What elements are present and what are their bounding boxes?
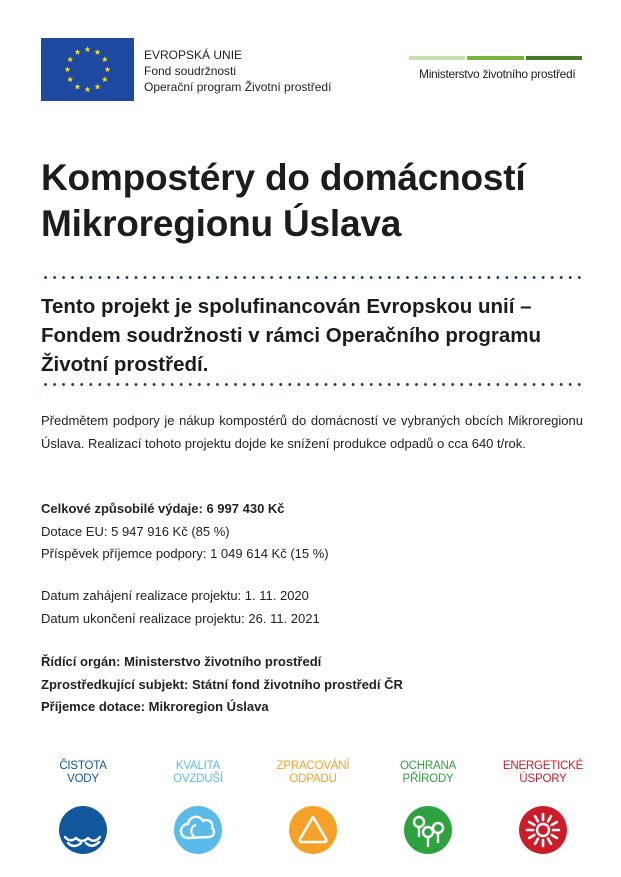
priority-label-line: ZPRACOVÁNÍ [276,760,350,772]
priority-label-line: VODY [67,773,99,785]
recipient-contribution-label: Příspěvek příjemce podpory: [41,546,207,561]
priority-label-line: KVALITA [175,760,221,772]
ministry-bar-dark [526,56,582,60]
priority-label-line: ÚSPORY [519,773,567,785]
sun-icon [519,806,567,854]
financing-section [41,498,329,566]
title-line: Kompostéry do domácností [41,157,526,198]
eu-flag-logo [41,38,134,101]
total-costs [41,498,329,521]
managing-authority [41,651,403,674]
priority-energy-savings [488,760,598,854]
project-description: Předmětem podpory je nákup kompostérů do domácností ve vybraných obcích Mikroregionu Úslava. Realizací tohoto projektu dojde ke snížení produkce odpadů o cca 640 t/rok. [41,413,583,451]
dotted-divider [41,276,586,279]
subsidy-recipient [41,696,403,719]
title-line: Mikroregionu Úslava [41,203,402,244]
eu-subsidy-label: Dotace EU: [41,523,108,539]
ministry-logo-bars [409,56,582,60]
eu-subsidy [41,521,329,544]
recipient-contribution [41,543,329,566]
dates-section [41,585,320,630]
total-costs-label: Celkové způsobilé výdaje: [41,501,203,516]
page-title [41,155,525,247]
intermediate-body-label: Zprostředkující subjekt: [41,676,189,692]
managing-authority-label: Řídící orgán: [41,654,121,669]
priority-label-line: ČISTOTA [59,760,107,772]
priority-label-line: PŘÍRODY [402,773,454,785]
end-date [41,608,320,631]
priority-air-quality [143,760,253,854]
priority-nature-protection [373,760,483,854]
organization-section [41,651,403,719]
intermediate-body-value: Státní fond životního prostředí ČR [192,676,403,692]
total-costs-value: 6 997 430 Kč [206,501,285,516]
eu-logo-line: EVROPSKÁ UNIE [144,48,243,62]
priority-label [28,760,138,788]
start-date [41,585,320,608]
priority-label-line: OCHRANA [399,760,457,772]
eu-logo-text [144,47,331,95]
end-date-label: Datum ukončení realizace projektu: [41,610,245,626]
ministry-bar-light [409,56,465,60]
eu-logo-line: Operační program Životní prostředí [144,80,332,94]
priority-label-line: ODPADU [289,773,337,785]
priority-icons-row [28,760,598,860]
start-date-label: Datum zahájení realizace projektu: [41,588,242,603]
cloud-icon [174,806,222,854]
subtitle-line: Fondem soudržnosti v rámci Operačního programu [41,324,542,347]
subsidy-recipient-label: Příjemce dotace: [41,699,146,714]
subtitle-line: Životní prostředí. [41,353,209,376]
cofinancing-statement [41,292,591,379]
ministry-logo-text: Ministerstvo životního prostředí [419,67,576,81]
intermediate-body [41,674,403,697]
managing-authority-value: Ministerstvo životního prostředí [124,654,322,669]
eu-stars-icon [41,38,134,101]
subsidy-recipient-value: Mikroregion Úslava [148,699,269,714]
priority-label [373,760,483,788]
recipient-contribution-value: 1 049 614 Kč (15 %) [210,546,329,561]
priority-label-line: OVZDUŠÍ [173,773,223,785]
trees-icon [404,806,452,854]
priority-label [143,760,253,788]
subtitle-line: Tento projekt je spolufinancován Evropskou unií – [41,295,532,318]
end-date-value: 26. 11. 2021 [248,610,320,626]
priority-label [258,760,368,788]
priority-water-quality [28,760,138,854]
priority-label-line: ENERGETICKÉ [502,760,584,772]
dotted-divider [41,383,586,386]
eu-subsidy-value: 5 947 916 Kč (85 %) [111,523,230,539]
priority-waste-processing [258,760,368,854]
ministry-bar-mid [467,56,523,60]
water-waves-icon [59,806,107,854]
priority-label [488,760,598,788]
eu-logo-line: Fond soudržnosti [144,64,237,78]
recycle-triangle-icon [289,806,337,854]
start-date-value: 1. 11. 2020 [244,588,309,603]
